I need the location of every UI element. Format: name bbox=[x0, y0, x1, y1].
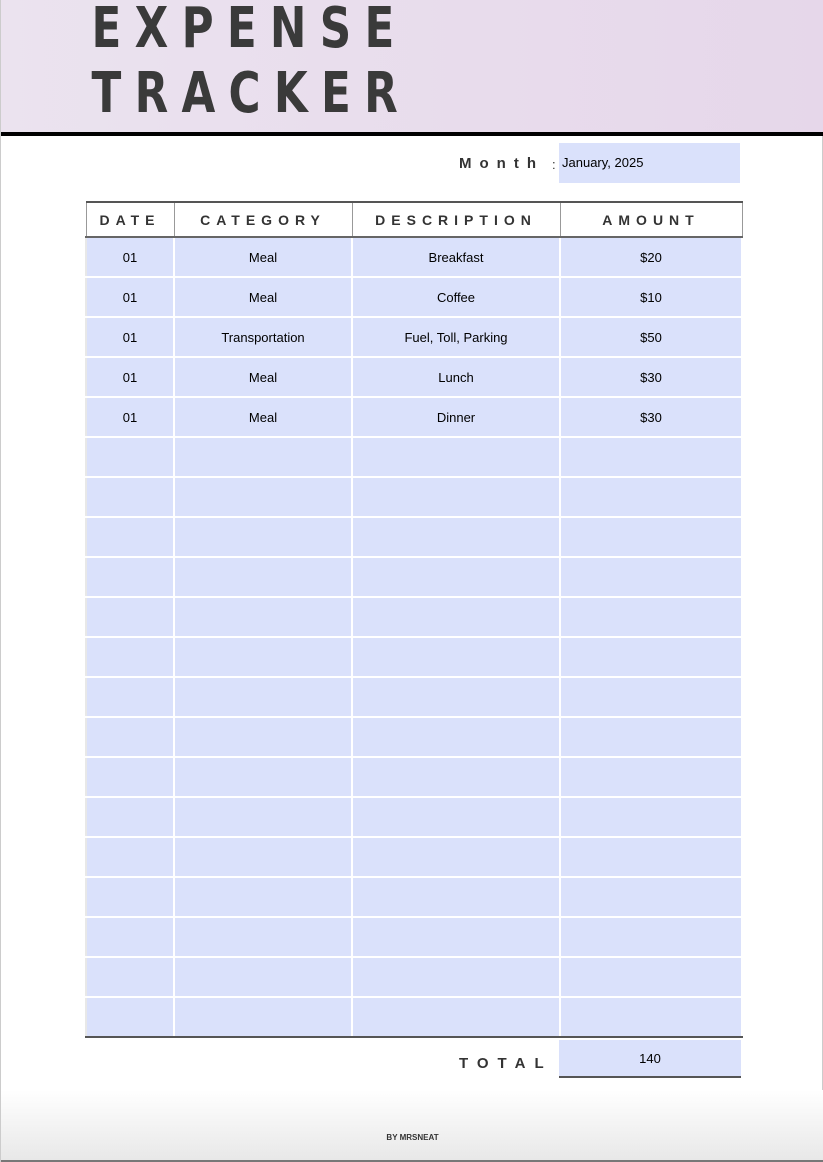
cell-date[interactable] bbox=[86, 717, 174, 757]
cell-date[interactable] bbox=[86, 437, 174, 477]
footer-credit: BY MRSNEAT bbox=[386, 1133, 439, 1142]
month-field[interactable]: January, 2025 bbox=[559, 143, 740, 183]
cell-description[interactable] bbox=[352, 597, 560, 637]
cell-category[interactable] bbox=[174, 557, 352, 597]
cell-date[interactable] bbox=[86, 597, 174, 637]
cell-amount[interactable] bbox=[560, 517, 742, 557]
cell-category[interactable]: Meal bbox=[174, 277, 352, 317]
cell-date[interactable] bbox=[86, 917, 174, 957]
cell-category[interactable] bbox=[174, 437, 352, 477]
month-label: Month bbox=[459, 155, 544, 172]
cell-category[interactable]: Transportation bbox=[174, 317, 352, 357]
cell-amount[interactable] bbox=[560, 797, 742, 837]
cell-description[interactable] bbox=[352, 877, 560, 917]
cell-amount[interactable] bbox=[560, 557, 742, 597]
cell-category[interactable] bbox=[174, 997, 352, 1037]
cell-amount[interactable] bbox=[560, 997, 742, 1037]
cell-description[interactable]: Lunch bbox=[352, 357, 560, 397]
table-row bbox=[86, 917, 742, 957]
cell-category[interactable]: Meal bbox=[174, 397, 352, 437]
cell-date[interactable]: 01 bbox=[86, 237, 174, 277]
column-header-description: DESCRIPTION bbox=[352, 202, 560, 237]
table-row bbox=[86, 837, 742, 877]
cell-date[interactable] bbox=[86, 797, 174, 837]
table-row bbox=[86, 757, 742, 797]
cell-amount[interactable] bbox=[560, 957, 742, 997]
table-row bbox=[86, 357, 742, 397]
cell-amount[interactable] bbox=[560, 917, 742, 957]
expense-table bbox=[85, 201, 743, 1038]
cell-date[interactable] bbox=[86, 477, 174, 517]
cell-category[interactable] bbox=[174, 797, 352, 837]
cell-description[interactable]: Dinner bbox=[352, 397, 560, 437]
cell-date[interactable]: 01 bbox=[86, 277, 174, 317]
cell-date[interactable]: 01 bbox=[86, 357, 174, 397]
cell-amount[interactable] bbox=[560, 677, 742, 717]
cell-category[interactable]: Meal bbox=[174, 357, 352, 397]
cell-date[interactable] bbox=[86, 517, 174, 557]
table-row bbox=[86, 877, 742, 917]
cell-date[interactable]: 01 bbox=[86, 397, 174, 437]
cell-amount[interactable] bbox=[560, 757, 742, 797]
header-banner bbox=[1, 0, 823, 132]
table-row bbox=[86, 437, 742, 477]
column-header-date: DATE bbox=[86, 202, 174, 237]
cell-description[interactable] bbox=[352, 517, 560, 557]
cell-category[interactable] bbox=[174, 917, 352, 957]
cell-date[interactable] bbox=[86, 997, 174, 1037]
cell-category[interactable] bbox=[174, 597, 352, 637]
cell-category[interactable] bbox=[174, 677, 352, 717]
cell-description[interactable] bbox=[352, 557, 560, 597]
cell-amount[interactable]: $10 bbox=[560, 277, 742, 317]
column-header-amount: AMOUNT bbox=[560, 202, 742, 237]
table-row bbox=[86, 557, 742, 597]
cell-amount[interactable]: $50 bbox=[560, 317, 742, 357]
cell-description[interactable]: Fuel, Toll, Parking bbox=[352, 317, 560, 357]
cell-description[interactable] bbox=[352, 717, 560, 757]
cell-description[interactable] bbox=[352, 957, 560, 997]
cell-amount[interactable]: $30 bbox=[560, 357, 742, 397]
cell-description[interactable] bbox=[352, 917, 560, 957]
table-row bbox=[86, 517, 742, 557]
table-row bbox=[86, 797, 742, 837]
cell-amount[interactable] bbox=[560, 837, 742, 877]
cell-description[interactable]: Breakfast bbox=[352, 237, 560, 277]
cell-date[interactable] bbox=[86, 757, 174, 797]
header-divider bbox=[1, 132, 823, 136]
cell-date[interactable] bbox=[86, 957, 174, 997]
cell-category[interactable] bbox=[174, 637, 352, 677]
table-row bbox=[86, 957, 742, 997]
table-row bbox=[86, 397, 742, 437]
cell-amount[interactable] bbox=[560, 597, 742, 637]
cell-description[interactable] bbox=[352, 677, 560, 717]
cell-category[interactable] bbox=[174, 877, 352, 917]
cell-amount[interactable]: $30 bbox=[560, 397, 742, 437]
cell-amount[interactable] bbox=[560, 437, 742, 477]
cell-category[interactable] bbox=[174, 957, 352, 997]
cell-date[interactable] bbox=[86, 877, 174, 917]
table-row bbox=[86, 637, 742, 677]
column-header-category: CATEGORY bbox=[174, 202, 352, 237]
cell-amount[interactable] bbox=[560, 477, 742, 517]
month-separator: : bbox=[552, 157, 556, 172]
cell-description[interactable]: Coffee bbox=[352, 277, 560, 317]
footer bbox=[1, 1090, 823, 1162]
cell-amount[interactable]: $20 bbox=[560, 237, 742, 277]
cell-description[interactable] bbox=[352, 797, 560, 837]
table-row bbox=[86, 237, 742, 277]
cell-date[interactable] bbox=[86, 837, 174, 877]
table-row bbox=[86, 717, 742, 757]
cell-date[interactable]: 01 bbox=[86, 317, 174, 357]
cell-amount[interactable] bbox=[560, 717, 742, 757]
cell-date[interactable] bbox=[86, 677, 174, 717]
cell-description[interactable] bbox=[352, 477, 560, 517]
table-row bbox=[86, 317, 742, 357]
cell-category[interactable] bbox=[174, 717, 352, 757]
cell-date[interactable] bbox=[86, 637, 174, 677]
page-title: EXPENSE TRACKER bbox=[91, 0, 411, 126]
cell-amount[interactable] bbox=[560, 637, 742, 677]
cell-description[interactable] bbox=[352, 757, 560, 797]
table-row bbox=[86, 477, 742, 517]
table-row bbox=[86, 597, 742, 637]
table-body bbox=[86, 237, 742, 1037]
table-row bbox=[86, 677, 742, 717]
table-row bbox=[86, 997, 742, 1037]
total-label: TOTAL bbox=[459, 1055, 553, 1072]
cell-description[interactable] bbox=[352, 637, 560, 677]
total-value[interactable]: 140 bbox=[559, 1040, 741, 1078]
cell-category[interactable] bbox=[174, 837, 352, 877]
cell-category[interactable] bbox=[174, 477, 352, 517]
cell-category[interactable] bbox=[174, 517, 352, 557]
cell-description[interactable] bbox=[352, 837, 560, 877]
cell-amount[interactable] bbox=[560, 877, 742, 917]
table-row bbox=[86, 277, 742, 317]
cell-category[interactable] bbox=[174, 757, 352, 797]
cell-date[interactable] bbox=[86, 557, 174, 597]
cell-description[interactable] bbox=[352, 437, 560, 477]
cell-description[interactable] bbox=[352, 997, 560, 1037]
cell-category[interactable]: Meal bbox=[174, 237, 352, 277]
